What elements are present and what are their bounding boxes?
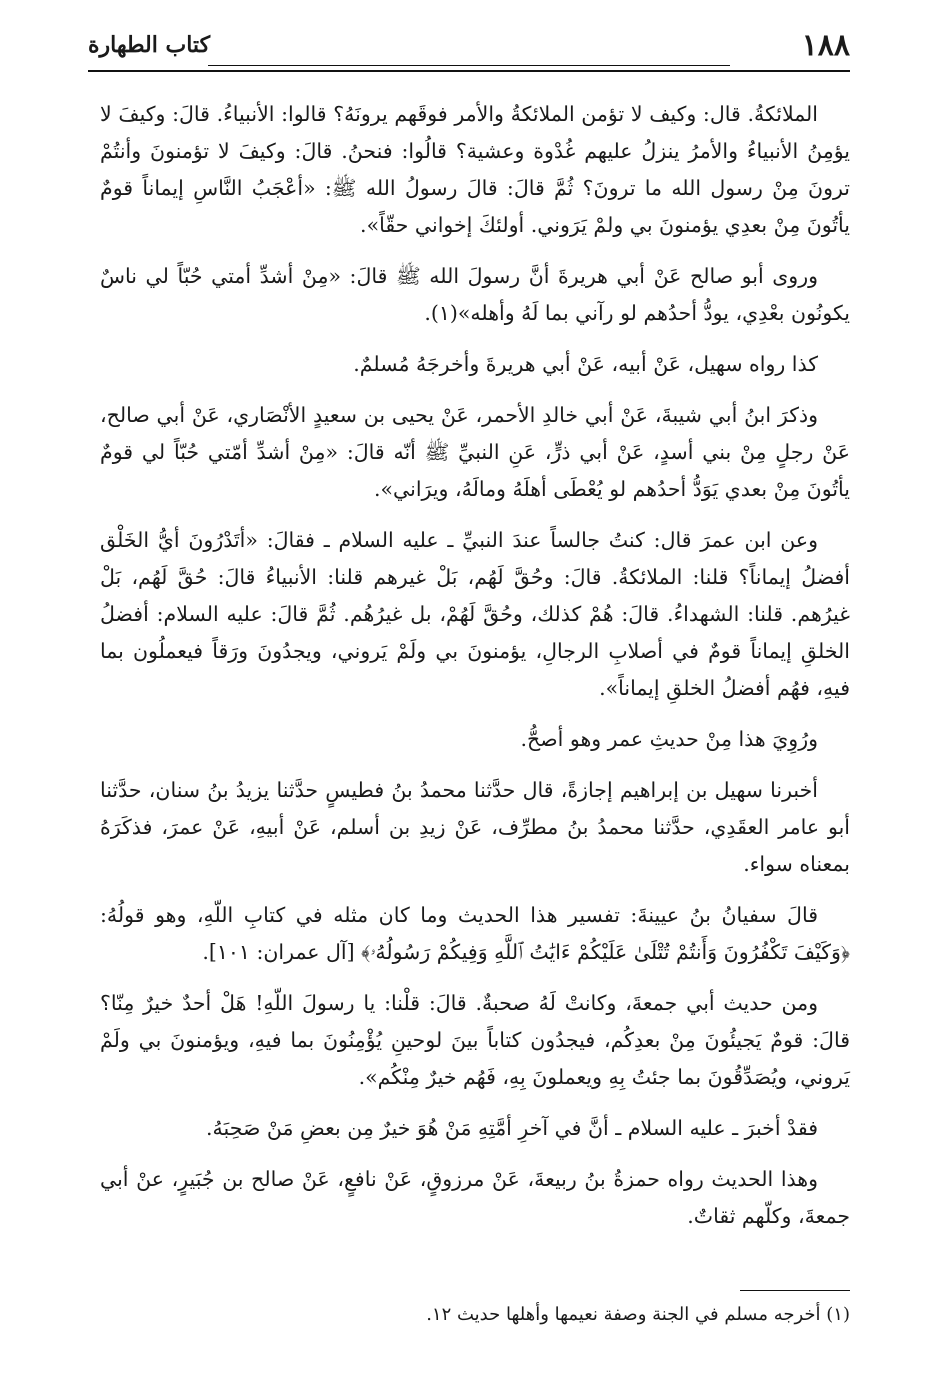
paragraph: وهذا الحديث رواه حمزةُ بنُ ربيعةَ، عَنْ مرزوقٍ، عَنْ نافعٍ، عَنْ صالح بن جُبَيرٍ، عنْ أبي جمعةَ، وكلّهم ثقاتٌ. xyxy=(100,1167,850,1228)
paragraph: كذا رواه سهيل، عَنْ أبيه، عَنْ أبي هريرةَ وأخرجَهُ مُسلمٌ. xyxy=(353,352,818,376)
paragraph: وعن ابن عمرَ قال: كنتُ جالساً عندَ النبيِّ ـ عليه السلام ـ فقالَ: «أتَدْرُونَ أيُّ الخَلْق أفضلُ إيماناً؟ قلنا: الملائكةُ. قالَ: وحُقَّ لَهُم، بَلْ غيرهم قلنا: الأنبياءُ قالَ: حُقَّ لَهُم، بَلْ غيرُهم. قلنا: الشهداءُ. قالَ: هُمْ كذلك، وحُقَّ لَهُمْ، بل غيرُهُم. ثُمَّ قالَ: عليه السلام: أفضلُ الخلقِ إيماناً قومٌ في أصلابِ الرجالِ، يؤمنونَ بي ولَمْ يَروني، ويجدُونَ ورَقاً فيعملُون بما فيهِ، فهُم أفضلُ الخلقِ إيماناً». xyxy=(100,528,850,700)
page-number: ١٨٨ xyxy=(801,28,850,63)
paragraph: أخبرنا سهيل بن إبراهيم إجازةً، قال حدَّثنا محمدُ بنُ فطيسٍ حدَّثنا يزيدُ بنُ سنان، حدَّثنا أبو عامر العقَدِي، حدَّثنا محمدُ بنُ مطرِّف، عَنْ زيدِ بن أسلم، عَنْ أبيهِ، عَنْ عمرَ، فذكَرَهُ بمعناه سواء. xyxy=(100,778,850,876)
running-title: كتاب الطهارة xyxy=(88,32,211,58)
paragraph: ورُوِيَ هذا مِنْ حديثِ عمر وهو أصحُّ. xyxy=(520,727,818,751)
paragraph: وذكرَ ابنُ أبي شيبةَ، عَنْ أبي خالدِ الأحمر، عَنْ يحيى بن سعيدٍ الأنْصَاري، عَنْ أبي صالح، عَنْ رجلٍ مِنْ بني أسدٍ، عَنْ أبي ذرٍّ، عَنِ النبيِّ ﷺ أنّه قالَ: «مِنْ أشدِّ أمّتي حُبّاً لي قومٌ يأتُونَ مِنْ بعدي يَوَدُّ أحدُهم لو يُعْطَى أهلَهُ ومالَهُ، ويرَاني». xyxy=(100,403,850,501)
footnote: (١) أخرجه مسلم في الجنة وصفة نعيمها وأهلها حديث ١٢. xyxy=(426,1304,850,1325)
paragraph: ومن حديث أبي جمعةَ، وكانتْ لَهُ صحبةٌ. قالَ: قلْنا: يا رسولَ اللّهِ! هَلْ أحدٌ خيرٌ مِنّا؟ قالَ: قومٌ يَجيئُونَ مِنْ بعدِكُم، فيجدُون كتاباً بينَ لوحينِ يُؤْمِنُونَ بما فيهِ، ويؤمنونَ بي ولَمْ يَروني، ويُصَدِّقُونَ بما جئتُ بِهِ ويعملونَ بِهِ، فَهُم خيرٌ مِنْكُم». xyxy=(100,991,850,1089)
paragraph: قالَ سفيانُ بنُ عيينةَ: تفسير هذا الحديث وما كان مثله في كتابِ اللّهِ، وهو قولُهُ: ﴿وَكَيْفَ تَكْفُرُونَ وَأَنتُمْ تُتْلَىٰ عَلَيْكُمْ ءَايَٰتُ ٱللَّهِ وَفِيكُمْ رَسُولُهُۥ﴾ [آل عمران: ١٠١]. xyxy=(100,903,850,964)
paragraph: الملائكةُ. قال: وكيف لا تؤمن الملائكةُ والأمر فوقَهم يرونَهُ؟ قالوا: الأنبياءُ. قالَ: وكيفَ لا يؤمِنُ الأنبياءُ والأمرُ ينزلُ عليهم غُدْوة وعشية؟ قالُوا: فنحنُ. قالَ: وكيفَ لا تؤمنونَ وأنتُمْ ترونَ مِنْ رسول الله ما ترونَ؟ ثُمَّ قالَ: قالَ رسولُ الله ﷺ: «أعْجَبُ النَّاسِ إيماناً قومٌ يأتُونَ مِنْ بعدِي يؤمنونَ بي ولمْ يَرَوني. أولئكَ إخواني حقّاً». xyxy=(100,102,850,237)
header-rule xyxy=(208,65,730,66)
paragraph: فقدْ أخبرَ ـ عليه السلام ـ أنَّ في آخرِ أمَّتِهِ مَنْ هُوَ خيرٌ مِن بعضِ مَنْ صَحِبَهُ. xyxy=(206,1116,818,1140)
footnote-rule xyxy=(740,1290,850,1291)
page-header xyxy=(88,26,850,72)
paragraph: وروى أبو صالح عَنْ أبي هريرةَ أنَّ رسولَ الله ﷺ قالَ: «مِنْ أشدِّ أمتي حُبّاً لي ناسٌ يكونُون بعْدِي، يودُّ أحدُهم لو رآني بما لَهُ وأهله»(١). xyxy=(100,264,850,325)
main-text xyxy=(100,96,850,1249)
